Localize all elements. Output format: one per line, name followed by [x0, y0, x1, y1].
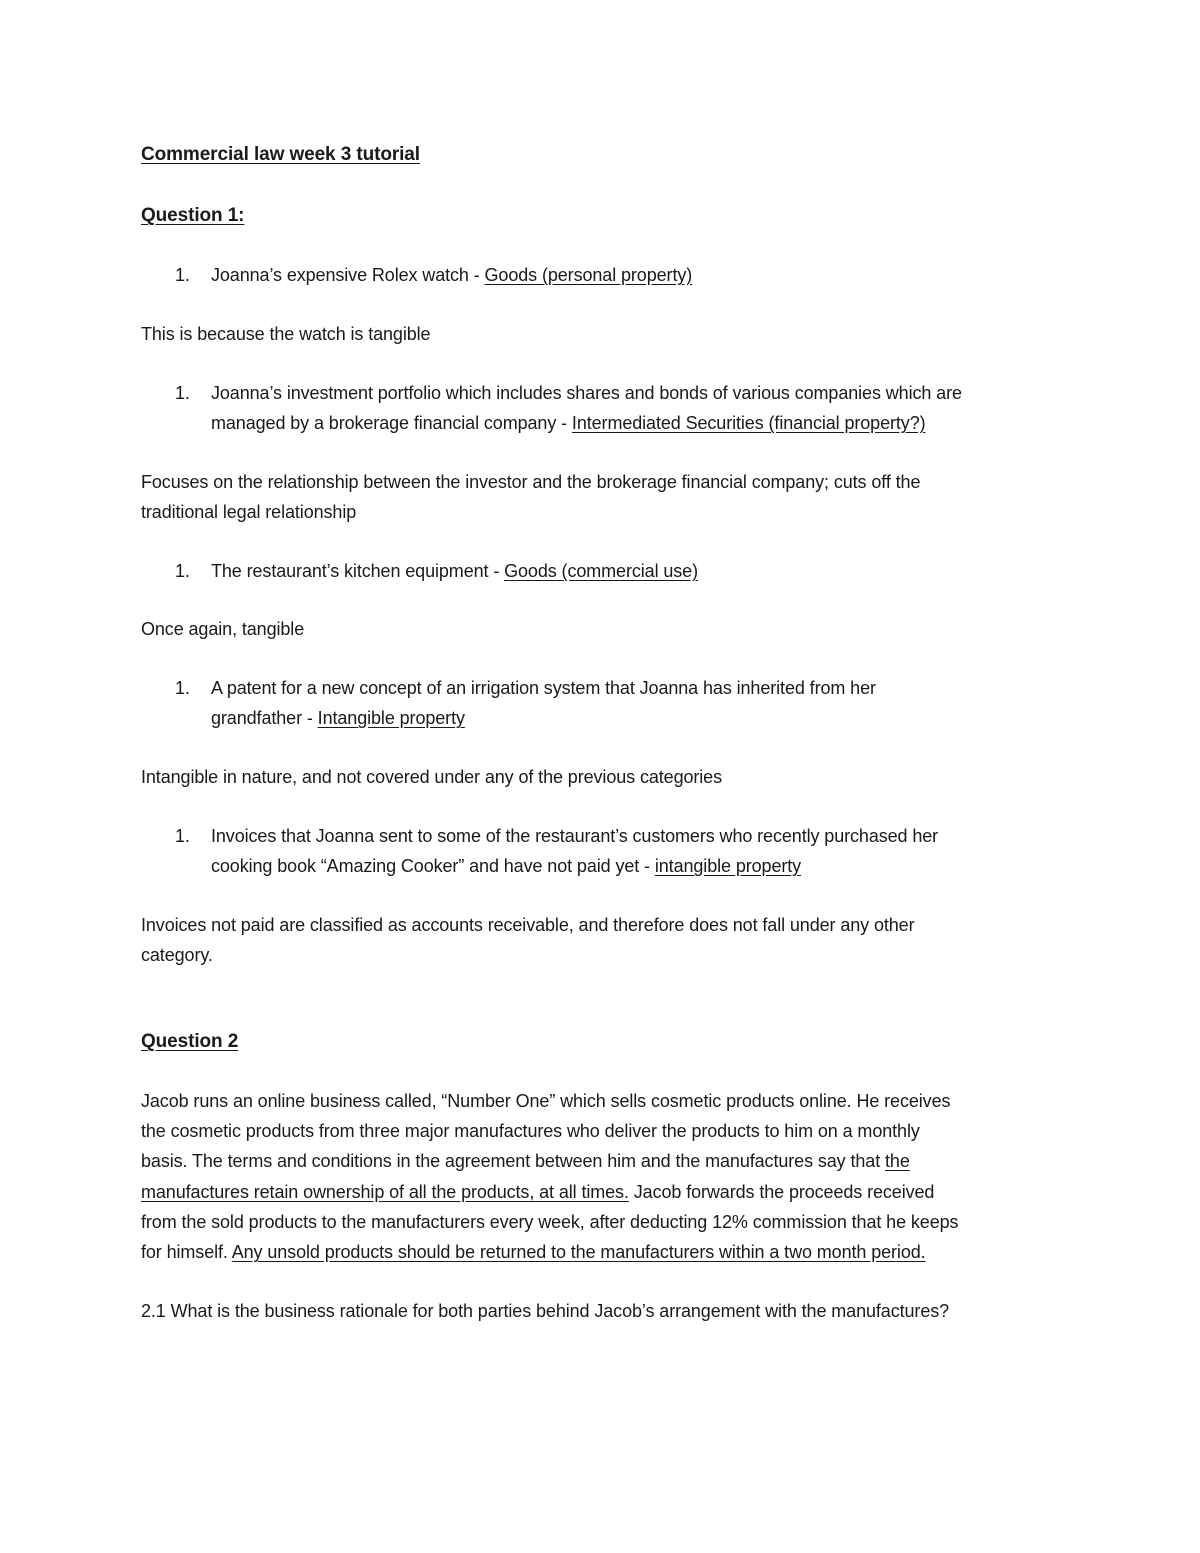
item-explanation: This is because the watch is tangible	[141, 324, 431, 344]
paragraph-text: for himself.	[141, 1242, 232, 1262]
question-1-heading: Question 1:	[141, 205, 245, 226]
list-number: 1.	[175, 561, 190, 581]
item-classification: Intermediated Securities (financial property?)	[571, 413, 926, 433]
item-explanation: Invoices not paid are classified as accounts receivable, and therefore does not fall under any other	[141, 915, 915, 935]
item-description: Joanna’s investment portfolio which includes shares and bonds of various companies which are	[211, 383, 962, 403]
paragraph-line	[141, 1177, 934, 1207]
paragraph-line: Jacob runs an online business called, “Number One” which sells cosmetic products online. He receives	[141, 1091, 951, 1111]
document-title: Commercial law week 3 tutorial	[141, 144, 420, 165]
list-item-text	[211, 556, 698, 586]
question-2-1: 2.1 What is the business rationale for both parties behind Jacob’s arrangement with the manufactures?	[141, 1301, 950, 1321]
item-explanation: traditional legal relationship	[141, 502, 357, 522]
item-description: grandfather -	[211, 708, 318, 728]
item-classification: Goods (commercial use)	[504, 561, 698, 581]
item-description: The restaurant’s kitchen equipment -	[211, 561, 505, 581]
list-number: 1.	[175, 383, 190, 403]
underlined-clause: manufactures retain ownership of all the products, at all times.	[141, 1182, 629, 1202]
question-2-heading: Question 2	[141, 1031, 239, 1052]
paragraph-line	[141, 1237, 926, 1267]
list-item-text	[211, 851, 801, 881]
paragraph-text: Jacob forwards the proceeds received	[628, 1182, 935, 1202]
paragraph-line: from the sold products to the manufacturers every week, after deducting 12% commission that he keeps	[141, 1212, 959, 1232]
item-explanation: Once again, tangible	[141, 619, 305, 639]
paragraph-line: the cosmetic products from three major manufactures who deliver the products to him on a monthly	[141, 1121, 920, 1141]
item-explanation: category.	[141, 945, 213, 965]
paragraph-line	[141, 1146, 910, 1176]
list-number: 1.	[175, 265, 190, 285]
list-item-text	[211, 703, 465, 733]
list-number: 1.	[175, 826, 190, 846]
item-explanation: Focuses on the relationship between the investor and the brokerage financial company; cuts off the	[141, 472, 921, 492]
item-explanation: Intangible in nature, and not covered under any of the previous categories	[141, 767, 722, 787]
item-description: Invoices that Joanna sent to some of the restaurant’s customers who recently purchased her	[211, 826, 939, 846]
item-classification: intangible property	[654, 856, 802, 876]
underlined-clause: Any unsold products should be returned to the manufacturers within a two month period.	[231, 1242, 926, 1262]
item-classification: Goods (personal property)	[484, 265, 693, 285]
list-item-text	[211, 260, 692, 290]
item-classification: Intangible property	[317, 708, 465, 728]
paragraph-text: basis. The terms and conditions in the agreement between him and the manufactures say that	[141, 1151, 886, 1171]
list-item-text	[211, 408, 926, 438]
underlined-clause: the	[885, 1151, 910, 1171]
list-number: 1.	[175, 678, 190, 698]
item-description: Joanna’s expensive Rolex watch -	[211, 265, 485, 285]
item-description: A patent for a new concept of an irrigation system that Joanna has inherited from her	[211, 678, 876, 698]
item-description: cooking book “Amazing Cooker” and have not paid yet -	[211, 856, 655, 876]
item-description: managed by a brokerage financial company -	[211, 413, 572, 433]
